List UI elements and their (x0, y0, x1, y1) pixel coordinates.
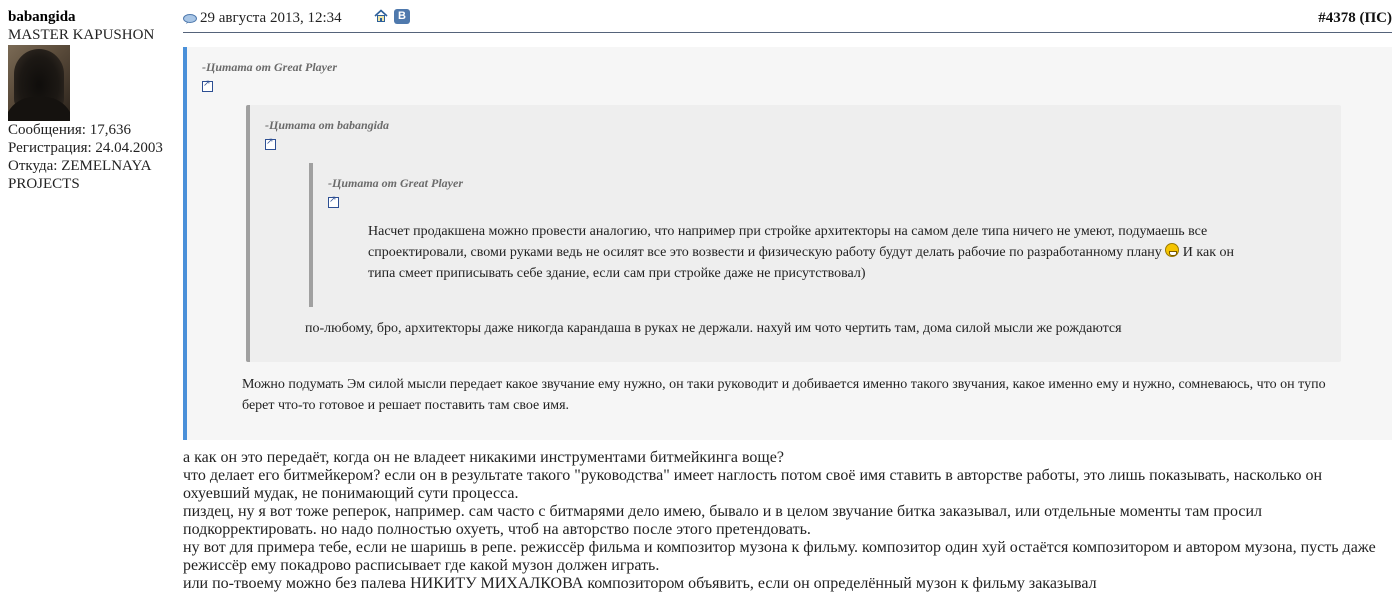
post-body-line5: подкорректировать. но надо полностью охуеть, чтоб на авторство после этого претендовать. (183, 521, 811, 538)
quote-inner-line2 (368, 242, 1268, 263)
user-title: MASTER KAPUSHON (8, 27, 155, 43)
user-location-line2: PROJECTS (8, 176, 80, 192)
post-body-line1: а как он это передаёт, когда он не владеет никакими инструментами битмейкинга воще? (183, 449, 784, 466)
post-number-link[interactable]: #4378 (1318, 10, 1356, 26)
post-body-line3: охуевший мудак, не понимающий сути процесса. (183, 485, 519, 502)
user-registration: Регистрация: 24.04.2003 (8, 140, 163, 156)
post-ps-link[interactable]: ПС (1364, 10, 1387, 26)
post-bubble-icon (183, 14, 197, 24)
post-body-line6: ну вот для примера тебе, если не шаришь в репе. режиссёр фильма и композитор музона к фильму. композитор один хуй остаётся композитором и автором музона, пусть даже (183, 539, 1376, 556)
quote-inner-title: -Цитата от Great Player (328, 176, 463, 190)
username[interactable]: babangida (8, 9, 76, 25)
quote-inner-line3: типа смеет приписывать себе здание, если сам при стройке даже не присутствовал) (368, 266, 866, 281)
home-icon[interactable] (374, 9, 388, 23)
post-header (183, 0, 1392, 33)
quote-outer-line2: берет что-то готовое и решает поставить там свое имя. (242, 398, 570, 413)
avatar[interactable] (8, 45, 70, 121)
quote-outer-title: -Цитата от Great Player (202, 60, 337, 74)
post-date-text: 29 августа 2013, 12:34 (200, 10, 342, 26)
post (183, 0, 1392, 413)
user-messages-count: Сообщения: 17,636 (8, 122, 131, 138)
post-ps-open: ( (1355, 10, 1365, 26)
post-body-line8: или по-твоему можно без палева НИКИТУ МИХАЛКОВА композитором объявить, если он определённый музон к фильму заказывал (183, 575, 1097, 592)
post-body-line4: пиздец, ну я вот тоже реперок, например. сам часто с битмарями дело имею, бывало и в целом звучание битка заказывал, или отдельные моменты там просил (183, 503, 1263, 520)
vk-share-icon[interactable]: В (394, 9, 410, 24)
quote-outer-link-icon[interactable] (202, 81, 213, 92)
quote-inner-line2a: спроектировали, своми руками ведь не осилят все это возвести и физическую работу будут делать рабочие по разработанному плану (368, 245, 1166, 260)
post-body-line7: режиссёр ему покадрово расписывает где какой музон должен играть. (183, 557, 660, 574)
quote-inner-text (368, 221, 1268, 284)
post-number (1318, 10, 1392, 27)
quote-middle-title: -Цитата от babangida (265, 118, 390, 132)
post-body (183, 449, 1392, 593)
quote-inner-line2b: И как он (1179, 245, 1235, 260)
quote-middle-text: по-любому, бро, архитекторы даже никогда карандаша в руках не держали. нахуй им чото чертить там, дома силой мысли же рождаются (305, 321, 1122, 336)
quote-outer (183, 47, 1392, 440)
user-location-line1: Откуда: ZEMELNAYA (8, 158, 152, 174)
quote-outer-text (242, 374, 1382, 416)
quote-inner-line1: Насчет продакшена можно провести аналогию, что например при стройке архитекторы на самом деле типа ничего не умеют, подумаешь все (368, 224, 1208, 239)
quote-outer-line1: Можно подумать Эм силой мысли передает какое звучание ему нужно, он таки руководит и добивается именно такого звучания, какое именно ему и нужно, сомневаюсь, что он тупо (242, 377, 1326, 392)
quote-inner (309, 163, 1341, 307)
quote-inner-link-icon[interactable] (328, 197, 339, 208)
post-body-line2: что делает его битмейкером? если он в результате такого "руководства" имеет наглость потом своё имя ставить в авторстве работы, это лишь показывать, насколько он (183, 467, 1323, 484)
quote-middle-link-icon[interactable] (265, 139, 276, 150)
quote-middle (246, 105, 1341, 362)
grin-smiley-icon (1165, 243, 1179, 257)
post-ps-close: ) (1387, 10, 1392, 26)
user-info (8, 8, 178, 193)
post-date (183, 10, 342, 27)
